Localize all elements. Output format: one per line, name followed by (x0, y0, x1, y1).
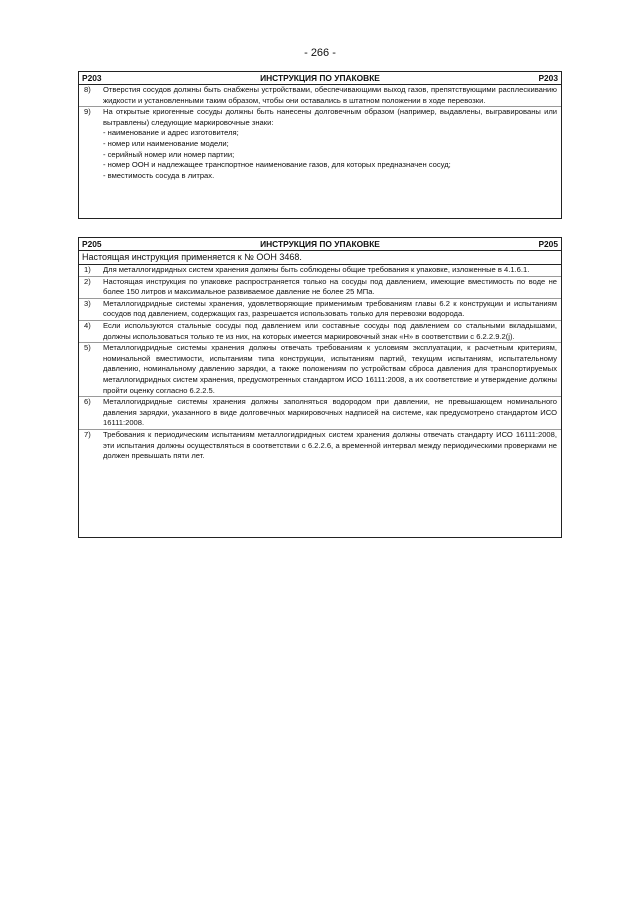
marking-subitem: - номер ООН и надлежащее транспортное наименование газов, для которых предназначен сосуд; (103, 160, 451, 170)
instruction-item (79, 430, 561, 462)
item-text: Металлогидридные системы хранения должны заполняться водородом при давлении, не превышающем номинального давления зарядки, указанного в виде долговечных маркировочных надписей на системе, как предусмотрено стандартом ИСО 16111:2008. (103, 397, 557, 428)
item-number: 2) (84, 276, 91, 286)
instruction-item (79, 277, 561, 299)
item-number: 4) (84, 320, 91, 330)
instruction-intro: Настоящая инструкция применяется к № ООН 3468. (79, 251, 561, 265)
marking-subitem: - наименование и адрес изготовителя; (103, 128, 239, 138)
item-number: 6) (84, 397, 91, 407)
item-number: 1) (84, 265, 91, 274)
instruction-title: ИНСТРУКЦИЯ ПО УПАКОВКЕ (260, 239, 380, 249)
instruction-item (79, 265, 561, 277)
marking-subitem: - серийный номер или номер партии; (103, 149, 235, 159)
page-number: - 266 - (304, 47, 336, 59)
item-body (103, 107, 561, 181)
instruction-code-left: P203 (82, 73, 102, 83)
instruction-item (79, 107, 561, 181)
item-text: Для металлогидридных систем хранения должны быть соблюдены общие требования к упаковке, изложенные в 4.1.6.1. (103, 265, 530, 274)
marking-subitem: - номер или наименование модели; (103, 138, 229, 148)
item-text: Металлогидридные системы хранения должны отвечать требованиям к условиям эксплуатации, к расчетным критериям, номинальной вместимости, испытаниям типа конструкции, испытаниям партий, текущим испытаниям, испытательному давлению, номинальному давлению зарядки, а также положениям по устройствам сброса давления для транспортируемых металлогидридных систем хранения, предусмотренных стандартом ИСО 16111:2008, а их соответствие и утверждение должны пройти оценку согласно 6.2.2.5. (103, 343, 557, 395)
item-text: Металлогидридные системы хранения, удовлетворяющие применимым требованиям главы 6.2 к конструкции и испытаниям сосудов под давлением, содержащих газ, разрешается использовать только для перевозки водорода. (103, 298, 557, 319)
item-text: Настоящая инструкция по упаковке распространяется только на сосуды под давлением, имеющие вместимость по воде не более 150 литров и максимальное развиваемое давление не более 25 МПа. (103, 276, 557, 297)
instruction-code-right: P205 (538, 239, 558, 249)
instruction-header (79, 72, 561, 85)
item-number: 9) (84, 107, 91, 117)
instruction-code-right: P203 (538, 73, 558, 83)
item-text: Отверстия сосудов должны быть снабжены устройствами, обеспечивающими выход газов, препятствующими расплескиванию жидкости и установленными таким образом, чтобы они оставались в штатном положении в ходе перевозки. (103, 85, 557, 105)
instruction-item (79, 397, 561, 430)
item-number: 5) (84, 343, 91, 353)
packing-instruction-p205 (78, 237, 562, 538)
instruction-item (79, 299, 561, 321)
item-text: Требования к периодическим испытаниям металлогидридных систем хранения должны отвечать стандарту ИСО 16111:2008, эти испытания должны осуществляться в соответствии с 6.2.2.6, а временной интервал между периодическими проверками не должен превышать пяти лет. (103, 429, 557, 461)
instruction-item (79, 321, 561, 343)
instruction-title: ИНСТРУКЦИЯ ПО УПАКОВКЕ (260, 73, 380, 83)
instruction-item (79, 85, 561, 107)
marking-subitem: - вместимость сосуда в литрах. (103, 170, 215, 180)
packing-instruction-p203 (78, 71, 562, 219)
instruction-header (79, 238, 561, 251)
instruction-code-left: P205 (82, 239, 102, 249)
item-number: 3) (84, 298, 91, 308)
item-number: 8) (84, 85, 91, 94)
instruction-item (79, 343, 561, 397)
item-text: Если используются стальные сосуды под давлением или составные сосуды под давлением со стальными вкладышами, должны использоваться только те из них, на которых имеется маркировочный знак «H» в соответствии с 6.2.2.9.2(j). (103, 320, 557, 341)
item-text: На открытые криогенные сосуды должны быть нанесены долговечным образом (например, выдавлены, выгравированы или вытравлены) следующие маркировочные знаки: (103, 107, 557, 127)
item-number: 7) (84, 429, 91, 439)
